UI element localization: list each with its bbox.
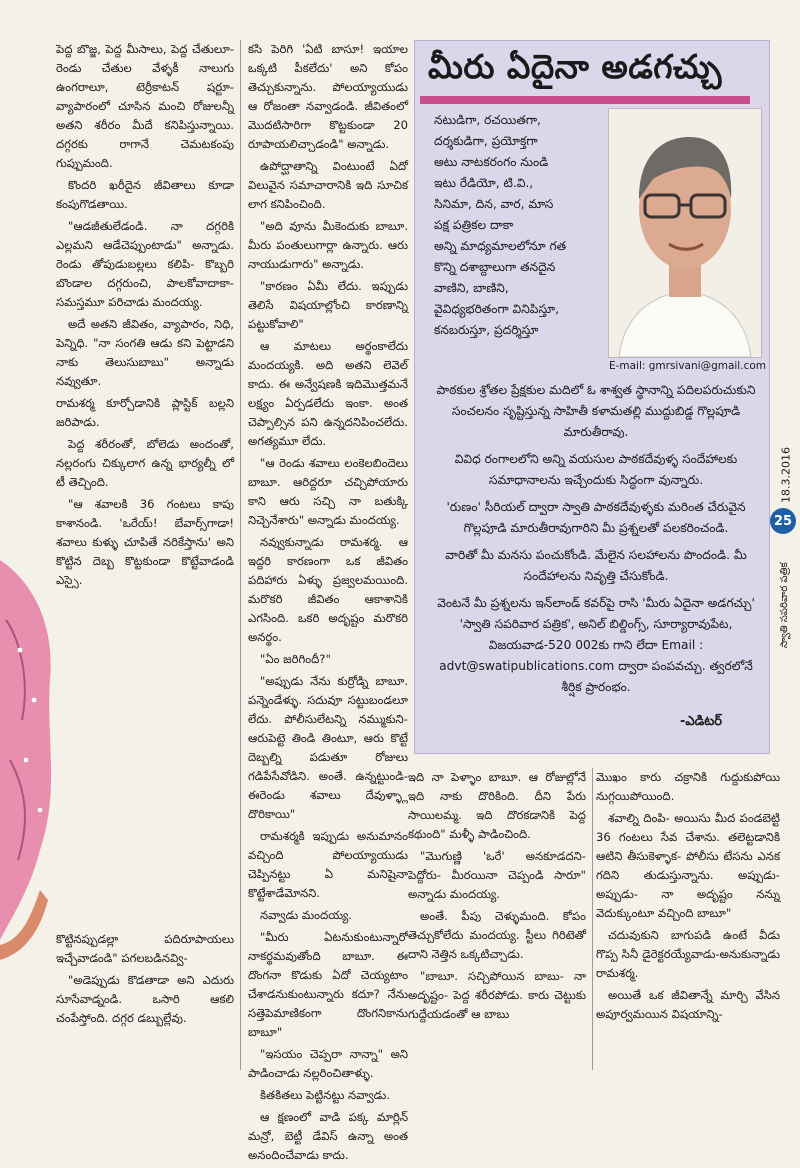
issue-date: 18.3.2016 [779, 447, 793, 503]
intro-line: నటుడిగా, రచయితగా, [434, 113, 541, 127]
text-column-2 [248, 40, 408, 1168]
panel-paragraph: వారితో మీ మనసు పంచుకోండి. మేలైన సలహాలను పొందండి. మీ సందేహాలను నివృత్తి చేసుకోండి. [445, 548, 747, 583]
paragraph: "మీరు ఏటనుకుంటున్నారో నాకర్థమవుతోంది బాబూ. ఈ దొంగనా కొడుకు ఏదో చెయ్యటాం చేశాడనుకుంటున్నారు కదూ? నేను సత్తెపెమాణికంగా దొంగనికాను బాబూ" [248, 930, 408, 1039]
paragraph: "ఇసయం చెప్పరా నాన్నా" అని పాడించాడు నల్లరించితాళ్ళు. [248, 1047, 408, 1080]
intro-line: పక్ష పత్రికల దాకా [434, 218, 514, 232]
paragraph: కొట్టినప్పుడల్లా పదిరూపాయలు ఇచ్చేవాడండి" పగలబడినవ్వి- [56, 932, 234, 965]
panel-paragraph: వివిధ రంగాలలోని అన్ని వయసుల పాఠకదేవుళ్ళ సందేహాలకు సమాధానాలను ఇచ్చేందుకు సిద్ధంగా వున్నారు. [454, 452, 738, 487]
paragraph: రామశర్మకి ఇప్పుడు అనుమానం వచ్చింది పోలయ్యాయుడు చెప్పినట్టు ఏ మనిషైనా కొట్టేశాడేమోనని. [248, 829, 408, 900]
section-break-text: రామశర్మ కూర్చోడానికి ప్లాస్టిక్ బల్లని జరిపాడు. [56, 396, 234, 429]
text-column-1 [56, 40, 234, 593]
text-column-4 [596, 768, 780, 1027]
sari-fold [0, 560, 51, 940]
page-number-badge: 25 [770, 508, 796, 534]
paragraph: ఇది నా పెళ్ళాం బాబూ. ఆ రోజుల్లోనే ఇది నాకు దొరికింది. దీని పేరు సాయిలమ్మ. ఇది దొరకడానికి పెద్ద కథుంది" మళ్ళీ పాడించింది. [408, 770, 586, 841]
paragraph: ఆ మాటలు అర్థంకాలేదు మందయ్యకి. అది అతని లెవెల్ కాదు. ఈ అన్వేషణకి ఇదిమొత్తమనే లక్ష్యం ఏర్పడలేదు ఇంకా. అంత చెప్పాల్సిన పని ఉన్నదనిపించలేదు. అగత్యమూ లేదు. [248, 339, 408, 448]
paragraph: "ఆ రెండు శవాలు లంకెలబిందెలు బాబూ. ఆరిద్దరూ చచ్చిపోయారు కాని ఆరు సచ్చి నా బతుక్కి నిచ్చెనేశారు" అన్నాడు మందయ్య. [248, 456, 408, 527]
panel-body [428, 380, 764, 704]
panel-paragraph: పాఠకుల శ్రోతల ప్రేక్షకుల మదిలో ఓ శాశ్వత స్థానాన్ని పదిలపరుచుకుని సంచలనం సృష్టిస్తున్న సాహితీ కళామతల్లి ముద్దుబిడ్డ గొల్లపూడి మారుతీరావు. [436, 383, 756, 439]
paragraph: "ఏం జరిగిందీ?" [260, 652, 331, 666]
panel-paragraph: వెంటనే మీ ప్రశ్నలను ఇన్‌లాండ్ కవర్‌పై రాసి 'మీరు ఏదైనా అడగచ్చు' 'స్వాతి సపరివార పత్రిక', అనిల్ బిల్డింగ్స్, సూర్యారావుపేట, విజయవాడ-520 002కు గాని లేదా Email : advt@swatipublications.com ద్వారా పంపవచ్చు. త్వరలోనే శీర్షిక ప్రారంభం. [437, 596, 755, 694]
intro-line: ఇటు రేడియో, టి.వి., [434, 176, 534, 190]
paragraph: "అది వూను మీకెందుకు బాబూ. మీరు పంతులుగార్లా ఉన్నారు. ఆరు నాయుడుగారు" అన్నాడు. [248, 219, 408, 271]
paragraph: నవ్వుకున్నాడు రామశర్మ. ఆ ఇద్దరి కారణంగా ఒక జీవితం పదిహారు ఏళ్ళు ప్రజ్వలమయింది. మరొకరి జీవితం ఆకాశానికి ఎగసింది. ఒకరి అదృష్టం మరొకరి అనర్థం. [248, 535, 408, 644]
paragraph: పెద్ద బొజ్జ, పెద్ద మీసాలు, పెద్ద చేతులూ- రెండు చేతుల వేళ్ళకీ నాలుగు ఉంగరాలూ, టెర్రీకాటన్ షర్టూ- వ్యాపారంలో చూసిన మంచి రోజులన్నీ అతని శరీరం మీదే కనిపిస్తున్నాయి. దగ్గరకు రాగానే చెమటకంపు గుప్పుమంది. [56, 42, 234, 170]
intro-line: వైవిధ్యభరితంగా వినిపిస్తూ, [434, 302, 560, 316]
column-divider [240, 40, 241, 1070]
illustration-figure [0, 560, 64, 1080]
paragraph: "అప్పుడు నేను కుర్రోడ్ని బాబూ. పన్నెండేళ్ళు. సదువూ సట్టుబండలూ లేదు. పోలీసులేటన్ని నమ్ముకుని-ఆరుపెట్టె తిండి తింటూ, ఆరు కొట్టే దెబ్బల్ని పడుతూ రోజులు గడిపేసేవోడిని. అంతే. ఉన్నట్టుండి- ఈరెండు శవాలు దేవుళ్ళ్లా దొరికాయి" [248, 674, 408, 821]
paragraph: అదే అతని జీవితం, వ్యాపారం, నిధి, పెన్నిధి. "నా సంగతి ఆడు కని పెట్టాడని నాకు తెలుసుబాబు" అన్నాడు నవ్వుతూ. [56, 317, 234, 388]
panel-title: మీరు ఏదైనా అడగచ్చు [428, 46, 722, 86]
paragraph: నవ్వాడు మందయ్య. [260, 908, 352, 922]
editor-signoff: -ఎడిటర్ [680, 714, 723, 729]
paragraph: "ఆడజీతులేడండి. నా దగ్గరికి ఎల్లమని ఆడేచెప్పుంటాడు" అన్నాడు. రెండు తోపుడుబల్లలు కలిపి- కొబ్బరి బొండాల దగ్గరుంచి, పాలకోవాదాకా- సమస్తమూ పరిచాడు మందయ్య. [56, 219, 234, 309]
paragraph: "బాబూ. సచ్చిపోయిన బాబు- నా అదృష్టం- పెద్ద శరీరపోడు. కారు చెట్టుకు గుద్దేయడంతో ఆ బాబు [408, 969, 586, 1021]
paragraph: "కారణం ఏమీ లేదు. ఇప్పుడు తెలిసే విషయాల్లోంచి కారణాన్ని పట్టుకోవాలి" [248, 279, 408, 331]
paragraph: అయితే ఒక జీవితాన్నే మార్చి వేసిన అపూర్వమయిన విషయాన్ని- [596, 988, 780, 1021]
column-divider [592, 768, 593, 1070]
paragraph: పెద్ద శరీరంతో, బోలెడు అందంతో, నల్లరంగు చిక్కులాగ ఉన్న భార్యల్నీ లో టీ తెచ్చింది. [56, 437, 234, 489]
paragraph: శవాల్ని దింపి- అయిసు మీద పండబెట్టి 36 గంటలు సేవ చేశాను. తలెట్టడానికి ఆటిని తీసుకెళ్ళాక- పోలీసు టేసను ఎనక గదిని తుడుస్తున్నాను. అప్పుడు- అప్పుడు- నా అదృష్టం నన్ను వెదుక్కుంటూ వచ్చింది బాబూ" [596, 811, 780, 920]
intro-line: దర్శకుడిగా, ప్రయోక్తగా [434, 134, 538, 148]
intro-line: వాణిని, బాణిని, [434, 281, 509, 295]
paragraph [56, 394, 234, 432]
paragraph: ఆ క్షణంలో వాడి పక్క మార్లిన్ మన్రో, బెట్టీ డేవిస్ ఉన్నా అంత అనందించేవాడు కాదు. [248, 1110, 408, 1162]
intro-line: కనబరుస్తూ, ప్రదర్శిస్తూ [434, 323, 539, 337]
author-photo [608, 108, 762, 358]
paragraph: కసి పెరిగి 'ఏటి బాసూ! ఇయాల ఒక్కటి పీకలేదు' అని కోపం తెచ్చుకున్నాను. పోలయ్యాయుడు ఆ రోజంతా నవ్వాడండి. జీవితంలో మొదటిసారిగా కొట్టకుండా 20 రూపాయలిచ్చాడండి" అన్నాడు. [248, 42, 408, 151]
paragraph: చదువుకుని బాగుపడి ఉంటే వీడు గొప్ప సినీ డైరెక్టరయ్యేవాడు-అనుకున్నాడు రామశర్మ. [596, 928, 780, 980]
intro-line: అన్ని మాధ్యమాలలోనూ గత [434, 239, 567, 253]
paragraph: కొందరి ఖరీదైన జీవితాలు కూడా కంపుగొడతాయి. [56, 178, 234, 211]
text-column-1-bottom [56, 930, 234, 1031]
paragraph: "ఆ శవాలకి 36 గంటలు కాపు కాశానండి. 'ఒరేయ్! బేవార్స్‌గాడా! శవాలు కుళ్ళు చూపితే నరికేస్తాను' అని కొట్టిన దెబ్బ కొట్టకుండా కొట్టేవాడండి ఎస్సై. [56, 497, 234, 587]
panel-paragraph: 'రుణం' సీరియల్ ద్వారా స్వాతి పాఠకదేవుళ్ళకు మరింత చేరువైన గొల్లపూడి మారుతీరావుగారిని మీ ప్రశ్నలతో పలకరించండి. [446, 500, 746, 535]
magazine-name: స్వాతి సపరివార పత్రిక [779, 562, 790, 648]
paragraph: "అడెప్పుడు కొడతాడా అని ఎదురు సూసేవాడ్నండి. ఒసారి ఆకలి చంపేస్తోంది. దగ్గర డబ్బుల్లేవు. [56, 973, 234, 1025]
portrait-icon [609, 109, 761, 357]
intro-line: కొన్ని దశాబ్దాలుగా తనదైన [434, 260, 556, 274]
paragraph: ఉపోద్ఘాతాన్ని వింటుంటే ఏదో విలువైన సమాచారానికి ఇది సూచిక లాగ కనిపించింది. [248, 159, 408, 211]
paragraph: అంతే. పీపు చెళ్ళుమంది. కోపం తెచ్చుకోలేదు మందయ్య. స్టీలు గిరిటెతో దాని నెత్తిన ఒక్కటిచ్చాడు. [408, 909, 586, 961]
paragraph: కితకితలు పెట్టినట్టు నవ్వాడు. [260, 1088, 390, 1102]
intro-line: అటు నాటకరంగం నుండి [434, 155, 549, 169]
author-email: E-mail: gmrsivani@gmail.com [608, 360, 766, 372]
intro-line: సినిమా, దిన, వార, మాస [434, 197, 554, 211]
text-column-3 [408, 768, 586, 1027]
paragraph: "మొగుణ్ణి 'ఒరే' అనకూడదని- పెద్దోరు- మీరయినా చెప్పండి సారూ" అన్నాడు మందయ్య. [408, 849, 586, 901]
title-underline [420, 96, 750, 104]
panel-intro [434, 110, 602, 341]
paragraph: మొఖం కారు చక్రానికి గుద్దుకుపోయి నుగ్గయిపోయింది. [596, 770, 780, 803]
